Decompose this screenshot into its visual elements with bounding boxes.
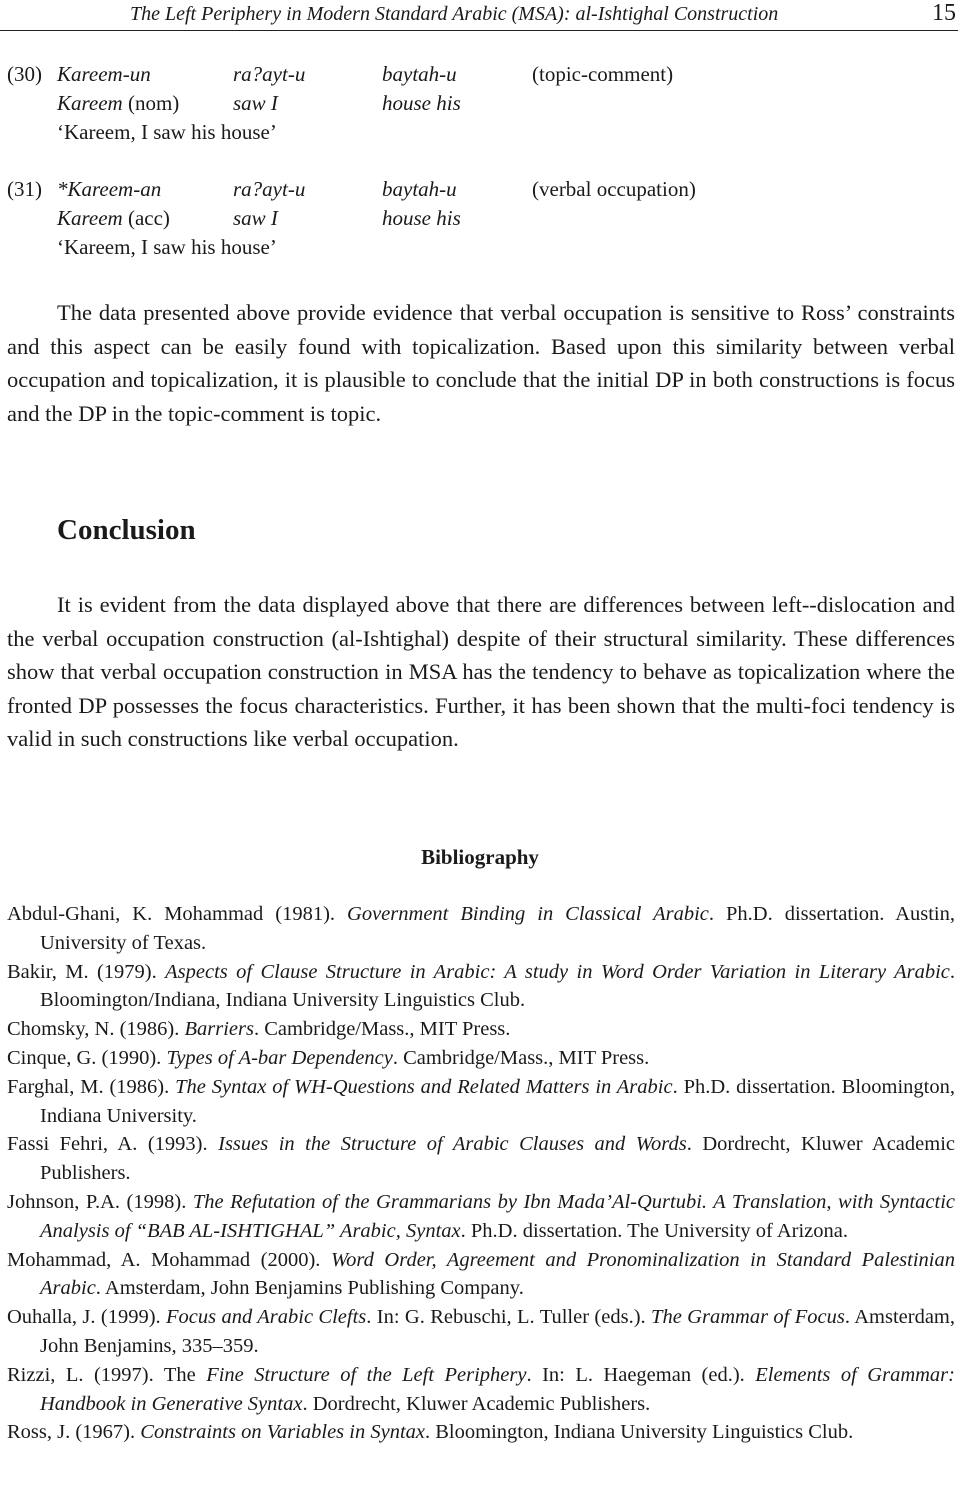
example-gloss: Kareem (acc) bbox=[57, 206, 170, 230]
bibliography-entry: Fassi Fehri, A. (1993). Issues in the Structure of Arabic Clauses and Words. Dordrecht, Kluwer Academic Publishers. bbox=[7, 1133, 955, 1185]
bibliography-entry: Ross, J. (1967). Constraints on Variables in Syntax. Bloomington, Indiana University Linguistics Club. bbox=[7, 1421, 854, 1444]
example-gloss: saw I bbox=[233, 206, 278, 230]
bibliography-list bbox=[7, 900, 955, 1447]
conclusion-paragraph: It is evident from the data displayed above that there are differences between left--dislocation and the verbal occupation construction (al-Ishtighal) despite of their structural similarity. These differences show that verbal occupation construction in MSA has the tendency to behave as topicalization where the fronted DP possesses the focus characteristics. Further, it has been shown that the multi-foci tendency is valid in such constructions like verbal occupation. bbox=[7, 592, 955, 752]
example-number: (30) bbox=[7, 62, 42, 86]
example-gloss: house his bbox=[382, 91, 461, 115]
example-translation: ‘Kareem, I saw his house’ bbox=[57, 120, 277, 144]
conclusion-heading: Conclusion bbox=[57, 514, 196, 546]
bibliography-entry: Farghal, M. (1986). The Syntax of WH-Questions and Related Matters in Arabic. Ph.D. dissertation. Bloomington, Indiana University. bbox=[7, 1075, 955, 1127]
bibliography-entry: Chomsky, N. (1986). Barriers. Cambridge/Mass., MIT Press. bbox=[7, 1018, 511, 1041]
bibliography-entry: Johnson, P.A. (1998). The Refutation of the Grammarians by Ibn Mada’Al-Qurtubi. A Translation, with Syntactic Analysis of “BAB AL-ISHTIGHAL” Arabic, Syntax. Ph.D. dissertation. The University of Arizona. bbox=[7, 1190, 956, 1242]
bibliography-entry: Abdul-Ghani, K. Mohammad (1981). Government Binding in Classical Arabic. Ph.D. dissertation. Austin, University of Texas. bbox=[7, 903, 955, 954]
example-label: (verbal occupation) bbox=[532, 177, 696, 201]
example-gloss: saw I bbox=[233, 91, 278, 115]
example-number: (31) bbox=[7, 177, 42, 201]
bibliography-entry: Cinque, G. (1990). Types of A-bar Dependency. Cambridge/Mass., MIT Press. bbox=[7, 1046, 650, 1069]
bibliography-entry: Mohammad, A. Mohammad (2000). Word Order, Agreement and Pronominalization in Standard Palestinian Arabic. Amsterdam, John Benjamins Publishing Company. bbox=[7, 1248, 955, 1300]
example-word: baytah-u bbox=[382, 177, 457, 201]
example-word: ra?ayt-u bbox=[233, 62, 306, 86]
example-word: ra?ayt-u bbox=[233, 177, 306, 201]
page-number: 15 bbox=[932, 0, 956, 26]
running-header bbox=[0, 0, 958, 31]
example-word: Kareem-un bbox=[57, 62, 151, 86]
bibliography-entry: Bakir, M. (1979). Aspects of Clause Structure in Arabic: A study in Word Order Variation in Literary Arabic. Bloomington/Indiana, Indiana University Linguistics Club. bbox=[7, 960, 955, 1012]
example-gloss: house his bbox=[382, 206, 461, 230]
example-translation: ‘Kareem, I saw his house’ bbox=[57, 235, 277, 259]
example-label: (topic-comment) bbox=[532, 62, 674, 86]
example-gloss: Kareem (nom) bbox=[57, 91, 180, 115]
bibliography-heading: Bibliography bbox=[421, 845, 539, 869]
running-title: The Left Periphery in Modern Standard Arabic (MSA): al-Ishtighal Construction bbox=[130, 3, 779, 25]
bibliography-entry: Ouhalla, J. (1999). Focus and Arabic Clefts. In: G. Rebuschi, L. Tuller (eds.). The Grammar of Focus. Amsterdam, John Benjamins, 335–359. bbox=[7, 1306, 955, 1357]
example-word: *Kareem-an bbox=[57, 177, 162, 201]
example-word: baytah-u bbox=[382, 62, 457, 86]
body-paragraph: The data presented above provide evidence that verbal occupation is sensitive to Ross’ constraints and this aspect can be easily found with topicalization. Based upon this similarity between verbal occupation and topicalization, it is plausible to conclude that the initial DP in both constructions is focus and the DP in the topic-comment is topic. bbox=[7, 300, 955, 426]
bibliography-entry: Rizzi, L. (1997). The Fine Structure of the Left Periphery. In: L. Haegeman (ed.). Elements of Grammar: Handbook in Generative Syntax. Dordrecht, Kluwer Academic Publishers. bbox=[7, 1363, 955, 1415]
